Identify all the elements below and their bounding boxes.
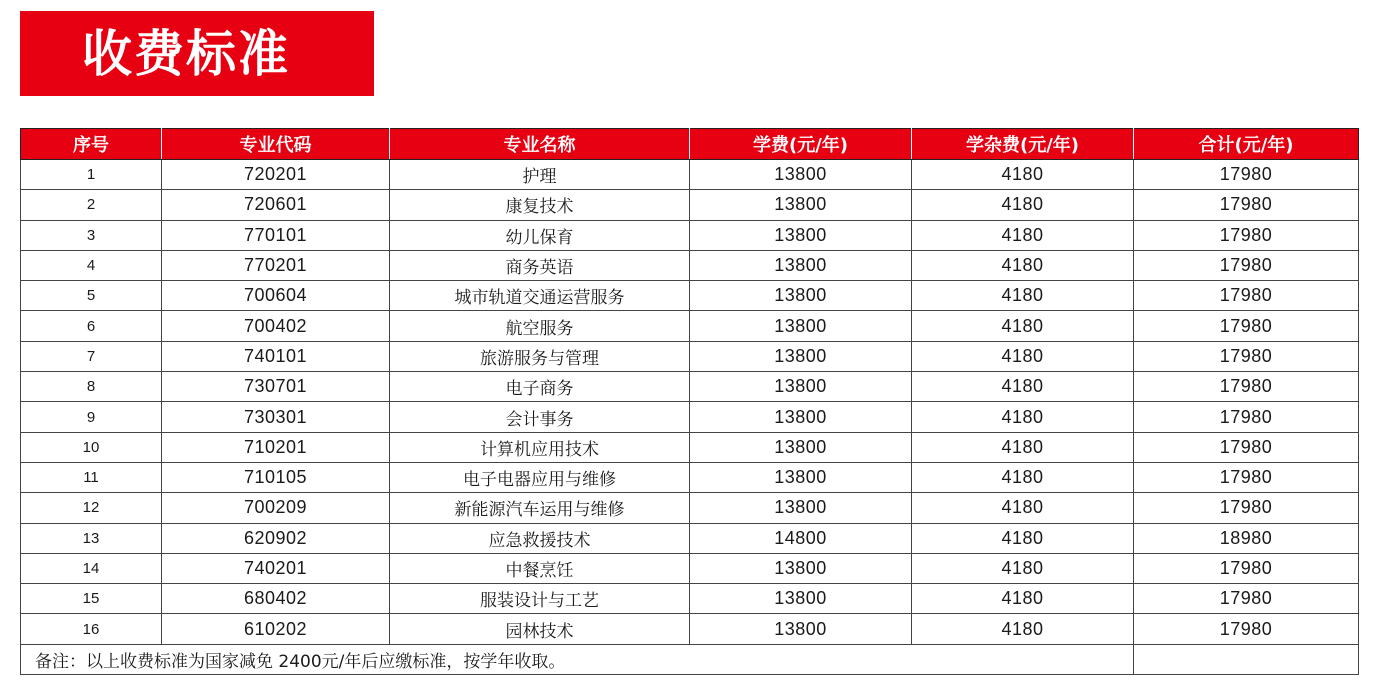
note-text: 备注：以上收费标准为国家减免 2400元/年后应缴标准，按学年收取。 bbox=[21, 644, 1134, 674]
row-major-code: 610202 bbox=[162, 614, 390, 644]
table-row bbox=[21, 372, 1359, 402]
row-total: 17980 bbox=[1134, 553, 1359, 583]
row-total: 17980 bbox=[1134, 432, 1359, 462]
row-major-name: 城市轨道交通运营服务 bbox=[390, 281, 690, 311]
row-major-name: 计算机应用技术 bbox=[390, 432, 690, 462]
table-row bbox=[21, 160, 1359, 190]
row-misc-fee: 4180 bbox=[912, 493, 1134, 523]
row-major-name: 旅游服务与管理 bbox=[390, 341, 690, 371]
row-misc-fee: 4180 bbox=[912, 402, 1134, 432]
row-total: 17980 bbox=[1134, 402, 1359, 432]
table-row bbox=[21, 402, 1359, 432]
row-tuition: 13800 bbox=[690, 190, 912, 220]
row-major-code: 620902 bbox=[162, 523, 390, 553]
row-index: 11 bbox=[21, 462, 162, 492]
table-row bbox=[21, 250, 1359, 280]
header-misc-fee: 学杂费(元/年) bbox=[912, 129, 1134, 160]
row-total: 17980 bbox=[1134, 160, 1359, 190]
title-banner bbox=[20, 11, 374, 96]
row-misc-fee: 4180 bbox=[912, 372, 1134, 402]
row-major-name: 电子电器应用与维修 bbox=[390, 462, 690, 492]
row-misc-fee: 4180 bbox=[912, 432, 1134, 462]
row-misc-fee: 4180 bbox=[912, 523, 1134, 553]
row-major-code: 740201 bbox=[162, 553, 390, 583]
row-major-name: 电子商务 bbox=[390, 372, 690, 402]
row-major-code: 710105 bbox=[162, 462, 390, 492]
row-major-name: 应急救援技术 bbox=[390, 523, 690, 553]
row-misc-fee: 4180 bbox=[912, 190, 1134, 220]
table-row bbox=[21, 493, 1359, 523]
row-index: 14 bbox=[21, 553, 162, 583]
row-total: 17980 bbox=[1134, 372, 1359, 402]
note-row bbox=[21, 644, 1359, 674]
row-major-code: 720601 bbox=[162, 190, 390, 220]
row-major-name: 服装设计与工艺 bbox=[390, 584, 690, 614]
row-tuition: 13800 bbox=[690, 432, 912, 462]
fee-table bbox=[20, 128, 1359, 675]
row-index: 9 bbox=[21, 402, 162, 432]
page-title: 收费标准 bbox=[82, 24, 290, 83]
row-major-name: 新能源汽车运用与维修 bbox=[390, 493, 690, 523]
table-row bbox=[21, 281, 1359, 311]
row-total: 17980 bbox=[1134, 584, 1359, 614]
row-total: 18980 bbox=[1134, 523, 1359, 553]
row-tuition: 13800 bbox=[690, 372, 912, 402]
table-row bbox=[21, 432, 1359, 462]
row-misc-fee: 4180 bbox=[912, 614, 1134, 644]
header-index: 序号 bbox=[21, 129, 162, 160]
row-misc-fee: 4180 bbox=[912, 462, 1134, 492]
row-index: 3 bbox=[21, 220, 162, 250]
row-tuition: 13800 bbox=[690, 160, 912, 190]
note-empty-cell bbox=[1134, 644, 1359, 674]
row-major-name: 康复技术 bbox=[390, 190, 690, 220]
row-major-code: 720201 bbox=[162, 160, 390, 190]
header-major-name: 专业名称 bbox=[390, 129, 690, 160]
row-index: 6 bbox=[21, 311, 162, 341]
row-major-code: 730701 bbox=[162, 372, 390, 402]
row-tuition: 13800 bbox=[690, 220, 912, 250]
row-major-name: 航空服务 bbox=[390, 311, 690, 341]
row-tuition: 13800 bbox=[690, 311, 912, 341]
row-major-name: 商务英语 bbox=[390, 250, 690, 280]
row-total: 17980 bbox=[1134, 341, 1359, 371]
row-index: 8 bbox=[21, 372, 162, 402]
row-tuition: 13800 bbox=[690, 281, 912, 311]
row-index: 16 bbox=[21, 614, 162, 644]
row-index: 4 bbox=[21, 250, 162, 280]
table-row bbox=[21, 220, 1359, 250]
row-major-code: 710201 bbox=[162, 432, 390, 462]
row-major-code: 680402 bbox=[162, 584, 390, 614]
row-misc-fee: 4180 bbox=[912, 220, 1134, 250]
row-index: 7 bbox=[21, 341, 162, 371]
header-total: 合计(元/年) bbox=[1134, 129, 1359, 160]
row-major-code: 700209 bbox=[162, 493, 390, 523]
row-total: 17980 bbox=[1134, 281, 1359, 311]
row-tuition: 13800 bbox=[690, 493, 912, 523]
table-row bbox=[21, 523, 1359, 553]
row-major-code: 770201 bbox=[162, 250, 390, 280]
row-major-name: 幼儿保育 bbox=[390, 220, 690, 250]
row-tuition: 13800 bbox=[690, 614, 912, 644]
row-misc-fee: 4180 bbox=[912, 584, 1134, 614]
row-major-code: 730301 bbox=[162, 402, 390, 432]
row-total: 17980 bbox=[1134, 614, 1359, 644]
row-index: 2 bbox=[21, 190, 162, 220]
table-row bbox=[21, 553, 1359, 583]
row-total: 17980 bbox=[1134, 190, 1359, 220]
row-major-name: 中餐烹饪 bbox=[390, 553, 690, 583]
table-row bbox=[21, 462, 1359, 492]
row-total: 17980 bbox=[1134, 250, 1359, 280]
row-tuition: 13800 bbox=[690, 341, 912, 371]
row-misc-fee: 4180 bbox=[912, 553, 1134, 583]
row-misc-fee: 4180 bbox=[912, 341, 1134, 371]
table-row bbox=[21, 584, 1359, 614]
row-tuition: 13800 bbox=[690, 402, 912, 432]
row-total: 17980 bbox=[1134, 462, 1359, 492]
row-tuition: 13800 bbox=[690, 250, 912, 280]
table-body bbox=[21, 160, 1359, 675]
row-major-name: 会计事务 bbox=[390, 402, 690, 432]
row-tuition: 13800 bbox=[690, 462, 912, 492]
table-row bbox=[21, 614, 1359, 644]
table-header-row bbox=[21, 129, 1359, 160]
row-major-code: 770101 bbox=[162, 220, 390, 250]
row-misc-fee: 4180 bbox=[912, 311, 1134, 341]
table-row bbox=[21, 341, 1359, 371]
row-total: 17980 bbox=[1134, 493, 1359, 523]
row-index: 5 bbox=[21, 281, 162, 311]
row-index: 12 bbox=[21, 493, 162, 523]
row-index: 13 bbox=[21, 523, 162, 553]
row-misc-fee: 4180 bbox=[912, 281, 1134, 311]
row-index: 1 bbox=[21, 160, 162, 190]
table-row bbox=[21, 311, 1359, 341]
row-index: 15 bbox=[21, 584, 162, 614]
row-misc-fee: 4180 bbox=[912, 160, 1134, 190]
row-tuition: 13800 bbox=[690, 553, 912, 583]
row-tuition: 14800 bbox=[690, 523, 912, 553]
row-major-code: 740101 bbox=[162, 341, 390, 371]
row-major-name: 护理 bbox=[390, 160, 690, 190]
row-major-name: 园林技术 bbox=[390, 614, 690, 644]
row-total: 17980 bbox=[1134, 311, 1359, 341]
header-major-code: 专业代码 bbox=[162, 129, 390, 160]
row-major-code: 700402 bbox=[162, 311, 390, 341]
row-misc-fee: 4180 bbox=[912, 250, 1134, 280]
header-tuition: 学费(元/年) bbox=[690, 129, 912, 160]
row-total: 17980 bbox=[1134, 220, 1359, 250]
row-major-code: 700604 bbox=[162, 281, 390, 311]
table-row bbox=[21, 190, 1359, 220]
row-tuition: 13800 bbox=[690, 584, 912, 614]
row-index: 10 bbox=[21, 432, 162, 462]
